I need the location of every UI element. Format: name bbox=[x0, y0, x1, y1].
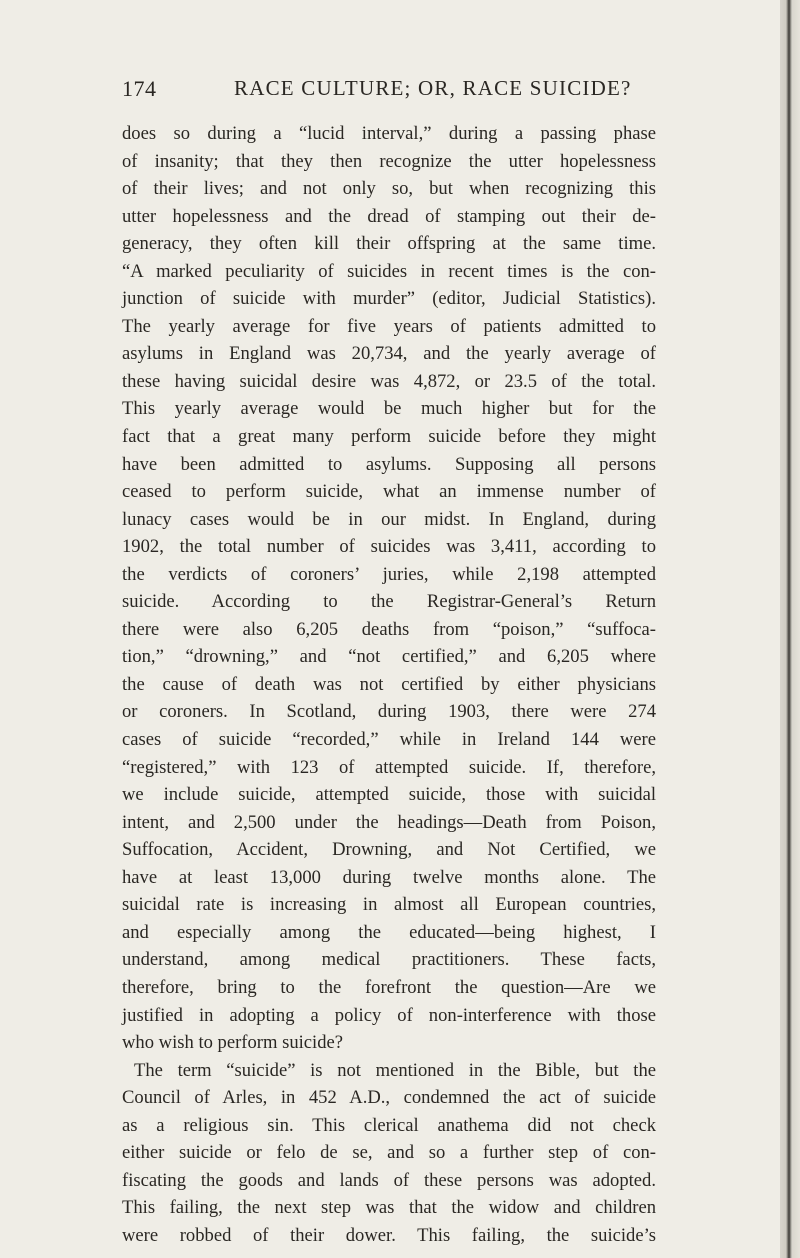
text-line: Council of Arles, in 452 A.D., condemned the act of suicide bbox=[122, 1087, 656, 1109]
text-line: were robbed of their dower. This failing, the suicide’s bbox=[122, 1224, 656, 1246]
page-header bbox=[122, 76, 652, 110]
text-line: therefore, bring to the forefront the question—Are we bbox=[122, 976, 656, 998]
text-line: lunacy cases would be in our midst. In England, during bbox=[122, 508, 656, 530]
text-line: justified in adopting a policy of non-interference with those bbox=[122, 1004, 656, 1026]
text-line: suicidal rate is increasing in almost all European countries, bbox=[122, 894, 656, 916]
text-line: The yearly average for five years of patients admitted to bbox=[122, 315, 656, 337]
text-line: does so during a “lucid interval,” during a passing phase bbox=[122, 123, 656, 144]
text-line: of their lives; and not only so, but when recognizing this bbox=[122, 178, 656, 200]
running-head: RACE CULTURE; OR, RACE SUICIDE? bbox=[234, 76, 632, 100]
text-line: This failing, the next step was that the widow and children bbox=[122, 1197, 656, 1219]
text-line: intent, and 2,500 under the headings—Death from Poison, bbox=[122, 811, 656, 833]
text-line: Suffocation, Accident, Drowning, and Not Certified, we bbox=[122, 839, 656, 861]
text-line: the cause of death was not certified by either physicians bbox=[122, 673, 656, 695]
text-line: “registered,” with 123 of attempted suicide. If, therefore, bbox=[122, 756, 656, 778]
text-line: fact that a great many perform suicide before they might bbox=[122, 426, 656, 448]
text-line: “A marked peculiarity of suicides in recent times is the con- bbox=[122, 260, 656, 282]
text-line: or coroners. In Scotland, during 1903, there were 274 bbox=[122, 701, 656, 723]
text-line: and especially among the educated—being highest, I bbox=[122, 921, 656, 943]
text-line-paragraph-start: The term “suicide” is not mentioned in the Bible, but the bbox=[134, 1059, 656, 1081]
text-line: This yearly average would be much higher but for the bbox=[122, 398, 656, 420]
text-line: these having suicidal desire was 4,872, or 23.5 of the total. bbox=[122, 370, 656, 392]
page-edge-shadow bbox=[780, 0, 800, 1258]
text-line: generacy, they often kill their offspring at the same time. bbox=[122, 233, 656, 255]
text-line: fiscating the goods and lands of these persons was adopted. bbox=[122, 1169, 656, 1191]
text-line: have been admitted to asylums. Supposing all persons bbox=[122, 453, 656, 475]
text-line: cases of suicide “recorded,” while in Ireland 144 were bbox=[122, 729, 656, 751]
text-line: 1902, the total number of suicides was 3,411, according to bbox=[122, 536, 656, 558]
text-line: ceased to perform suicide, what an immense number of bbox=[122, 481, 656, 503]
text-line: junction of suicide with murder” (editor, Judicial Statistics). bbox=[122, 288, 656, 310]
text-line: tion,” “drowning,” and “not certified,” and 6,205 where bbox=[122, 646, 656, 668]
text-line: utter hopelessness and the dread of stamping out their de- bbox=[122, 205, 656, 227]
text-line: the verdicts of coroners’ juries, while 2,198 attempted bbox=[122, 563, 656, 585]
text-line: asylums in England was 20,734, and the yearly average of bbox=[122, 343, 656, 365]
text-line: of insanity; that they then recognize the utter hopelessness bbox=[122, 150, 656, 172]
text-line: there were also 6,205 deaths from “poison,” “suffoca- bbox=[122, 618, 656, 640]
text-line: suicide. According to the Registrar-General’s Return bbox=[122, 591, 656, 613]
text-line-paragraph-end: who wish to perform suicide? bbox=[122, 1032, 344, 1054]
page-number: 174 bbox=[122, 76, 157, 101]
text-line: understand, among medical practitioners. These facts, bbox=[122, 949, 656, 971]
text-line: have at least 13,000 during twelve months alone. The bbox=[122, 866, 656, 888]
body-text bbox=[122, 120, 656, 1249]
text-line: as a religious sin. This clerical anathema did not check bbox=[122, 1114, 656, 1136]
text-line: we include suicide, attempted suicide, those with suicidal bbox=[122, 784, 656, 806]
text-line: either suicide or felo de se, and so a further step of con- bbox=[122, 1142, 656, 1164]
